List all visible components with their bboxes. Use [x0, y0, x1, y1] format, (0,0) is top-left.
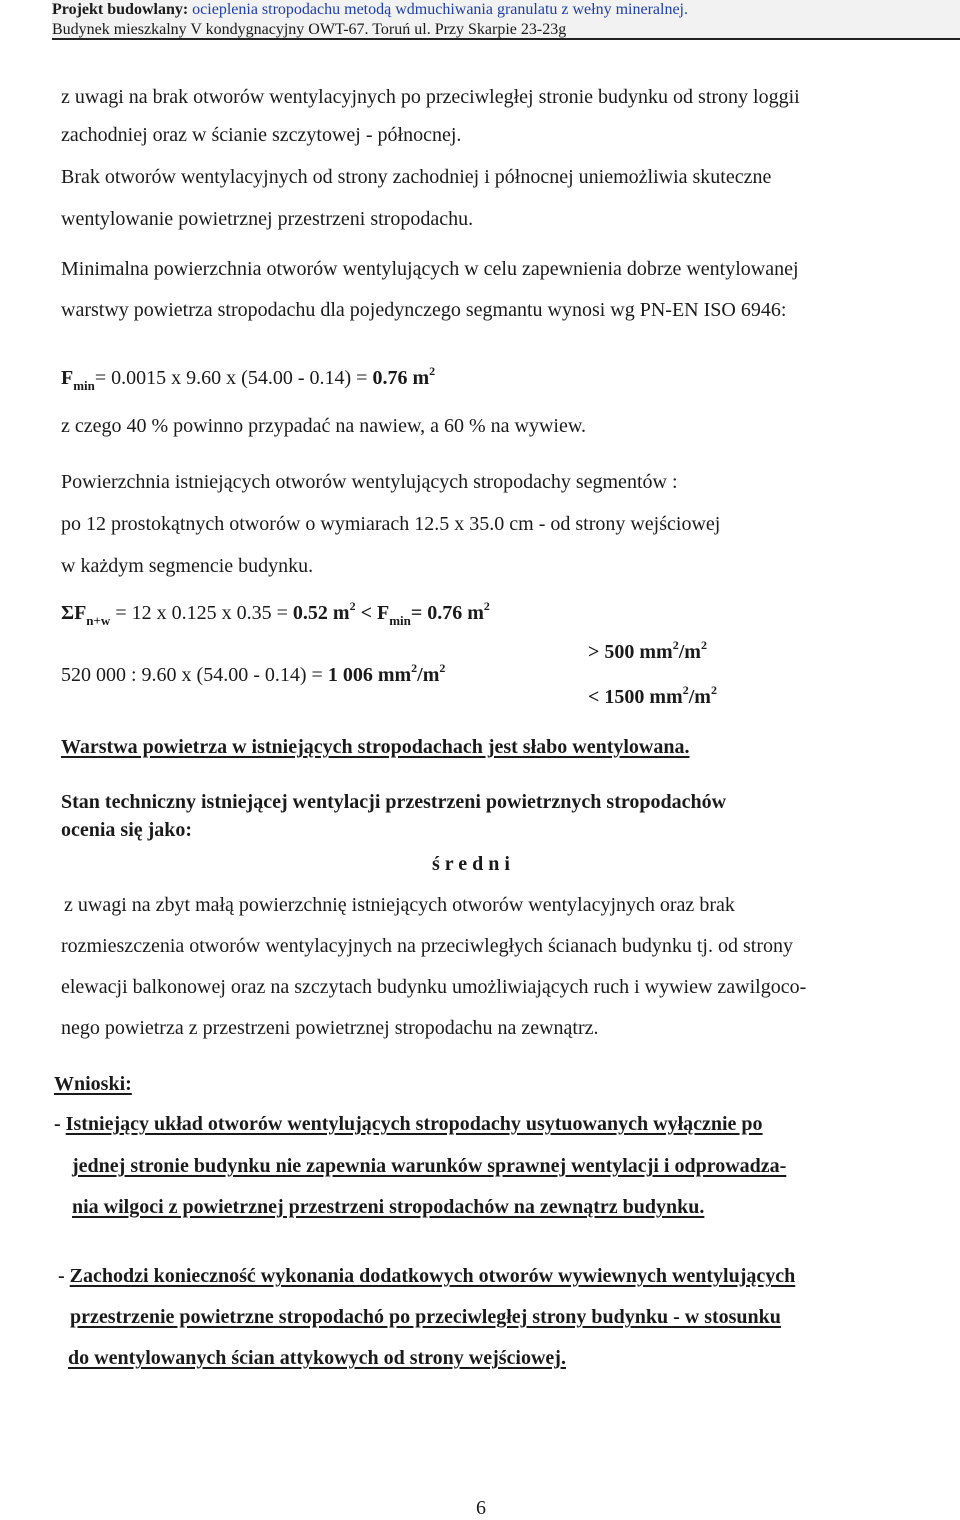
sum-comparison: < F — [355, 602, 390, 624]
fmin-subscript: min — [73, 378, 95, 393]
ratio-per: /m — [417, 664, 440, 686]
lt-limit-value: < 1500 mm — [588, 686, 683, 708]
conclusion-dash: - — [58, 1265, 70, 1287]
conclusion-item — [54, 1112, 763, 1136]
ratio-sup: 2 — [439, 661, 446, 675]
sum-subscript: n+w — [86, 613, 111, 628]
document-header-line-2: Budynek mieszkalny V kondygnacyjny OWT-67. Toruń ul. Przy Skarpie 23-23g — [52, 20, 960, 38]
paragraph-line: z uwagi na brak otworów wentylacyjnych po przeciwległej stronie budynku od strony loggii — [61, 86, 800, 108]
gt-limit-value: > 500 mm — [588, 641, 673, 663]
paragraph-line: Brak otworów wentylacyjnych od strony zachodniej i północnej uniemożliwia skuteczne — [61, 166, 772, 188]
sum-min-subscript: min — [389, 613, 411, 628]
paragraph-line: warstwy powietrza stropodachu dla pojedynczego segmantu wynosi wg PN-EN ISO 6946: — [61, 299, 787, 321]
conclusion-text: jednej stronie budynku nie zapewnia warunków sprawnej wentylacji i odprowadza- — [72, 1155, 787, 1177]
gt-limit-per: /m — [678, 641, 701, 663]
paragraph-line: z czego 40 % powinno przypadać na nawiew, a 60 % na wywiew. — [61, 415, 586, 437]
paragraph-line: Powierzchnia istniejących otworów wentylujących stropodachy segmentów : — [61, 471, 678, 493]
fmin-equation: = 0.0015 x 9.60 x (54.00 - 0.14) = — [94, 367, 373, 389]
rating: ś r e d n i — [432, 853, 510, 875]
conclusion-text: do wentylowanych ścian attykowych od strony wejściowej. — [68, 1347, 566, 1369]
lt-limit-sup: 2 — [710, 683, 717, 697]
header-project-label: Projekt budowlany: — [52, 1, 189, 18]
fmin-result: 0.76 m — [372, 367, 430, 389]
ratio-equation: 520 000 : 9.60 x (54.00 - 0.14) = — [61, 664, 328, 686]
paragraph-line: w każdym segmencie budynku. — [61, 555, 314, 577]
fmin-formula — [61, 364, 436, 393]
lt-limit-per: /m — [688, 686, 711, 708]
paragraph-line: Minimalna powierzchnia otworów wentylujących w celu zapewnienia dobrze wentylowanej — [61, 258, 799, 280]
weak-ventilation-statement: Warstwa powietrza w istniejących stropodachach jest słabo wentylowana. — [61, 736, 690, 758]
ratio-result: 1 006 mm — [327, 664, 412, 686]
paragraph-line: rozmieszczenia otworów wentylacyjnych na przeciwległych ścianach budynku tj. od strony — [61, 935, 793, 957]
gt-limit-sup: 2 — [672, 638, 679, 652]
paragraph-line: nego powietrza z przestrzeni powietrznej stropodachu na zewnątrz. — [61, 1017, 599, 1039]
sum-result: 0.52 m — [292, 602, 350, 624]
page-number: 6 — [476, 1497, 486, 1519]
header-project-title: ocieplenia stropodachu metodą wdmuchiwania granulatu z wełny mineralnej. — [188, 1, 688, 18]
conclusion-dash: - — [54, 1113, 66, 1135]
document-header-line-1 — [52, 0, 960, 20]
sum-min-value: = 0.76 m — [410, 602, 484, 624]
ratio-formula — [61, 663, 445, 687]
conclusion-text: nia wilgoci z powietrznej przestrzeni stropodachów na zewnątrz budynku. — [72, 1196, 705, 1218]
header-rule — [52, 38, 960, 40]
paragraph-line: elewacji balkonowej oraz na szczytach budynku umożliwiających ruch i wywiew zawilgoco- — [61, 976, 807, 998]
paragraph-line: zachodniej oraz w ścianie szczytowej - północnej. — [61, 124, 462, 146]
sum-superscript: 2 — [349, 599, 356, 613]
fmin-superscript: 2 — [429, 364, 436, 378]
lt-limit-sup: 2 — [682, 683, 689, 697]
gt-limit — [588, 640, 707, 664]
gt-limit-sup: 2 — [700, 638, 707, 652]
assessment-line: Stan techniczny istniejącej wentylacji przestrzeni powietrznych stropodachów — [61, 791, 727, 813]
sum-min-superscript: 2 — [483, 599, 490, 613]
fmin-symbol: F — [61, 367, 74, 389]
sum-equation: = 12 x 0.125 x 0.35 = — [110, 602, 293, 624]
paragraph-line: wentylowanie powietrznej przestrzeni stropodachu. — [61, 208, 474, 230]
paragraph-line: z uwagi na zbyt małą powierzchnię istniejących otworów wentylacyjnych oraz brak — [64, 894, 735, 916]
sum-symbol: ΣF — [61, 602, 87, 624]
conclusions-title: Wnioski: — [54, 1073, 132, 1095]
conclusion-item — [58, 1264, 795, 1288]
conclusion-text: Zachodzi konieczność wykonania dodatkowych otworów wywiewnych wentylujących — [69, 1265, 796, 1287]
assessment-line: ocenia się jako: — [61, 819, 193, 841]
sum-formula — [61, 599, 490, 628]
lt-limit — [588, 685, 717, 709]
conclusion-text: Istniejący układ otworów wentylujących stropodachy usytuowanych wyłącznie po — [65, 1113, 763, 1135]
paragraph-line: po 12 prostokątnych otworów o wymiarach 12.5 x 35.0 cm - od strony wejściowej — [61, 513, 721, 535]
conclusion-text: przestrzenie powietrzne stropodachó po przeciwległej strony budynku - w stosunku — [70, 1306, 781, 1328]
ratio-sup: 2 — [411, 661, 418, 675]
